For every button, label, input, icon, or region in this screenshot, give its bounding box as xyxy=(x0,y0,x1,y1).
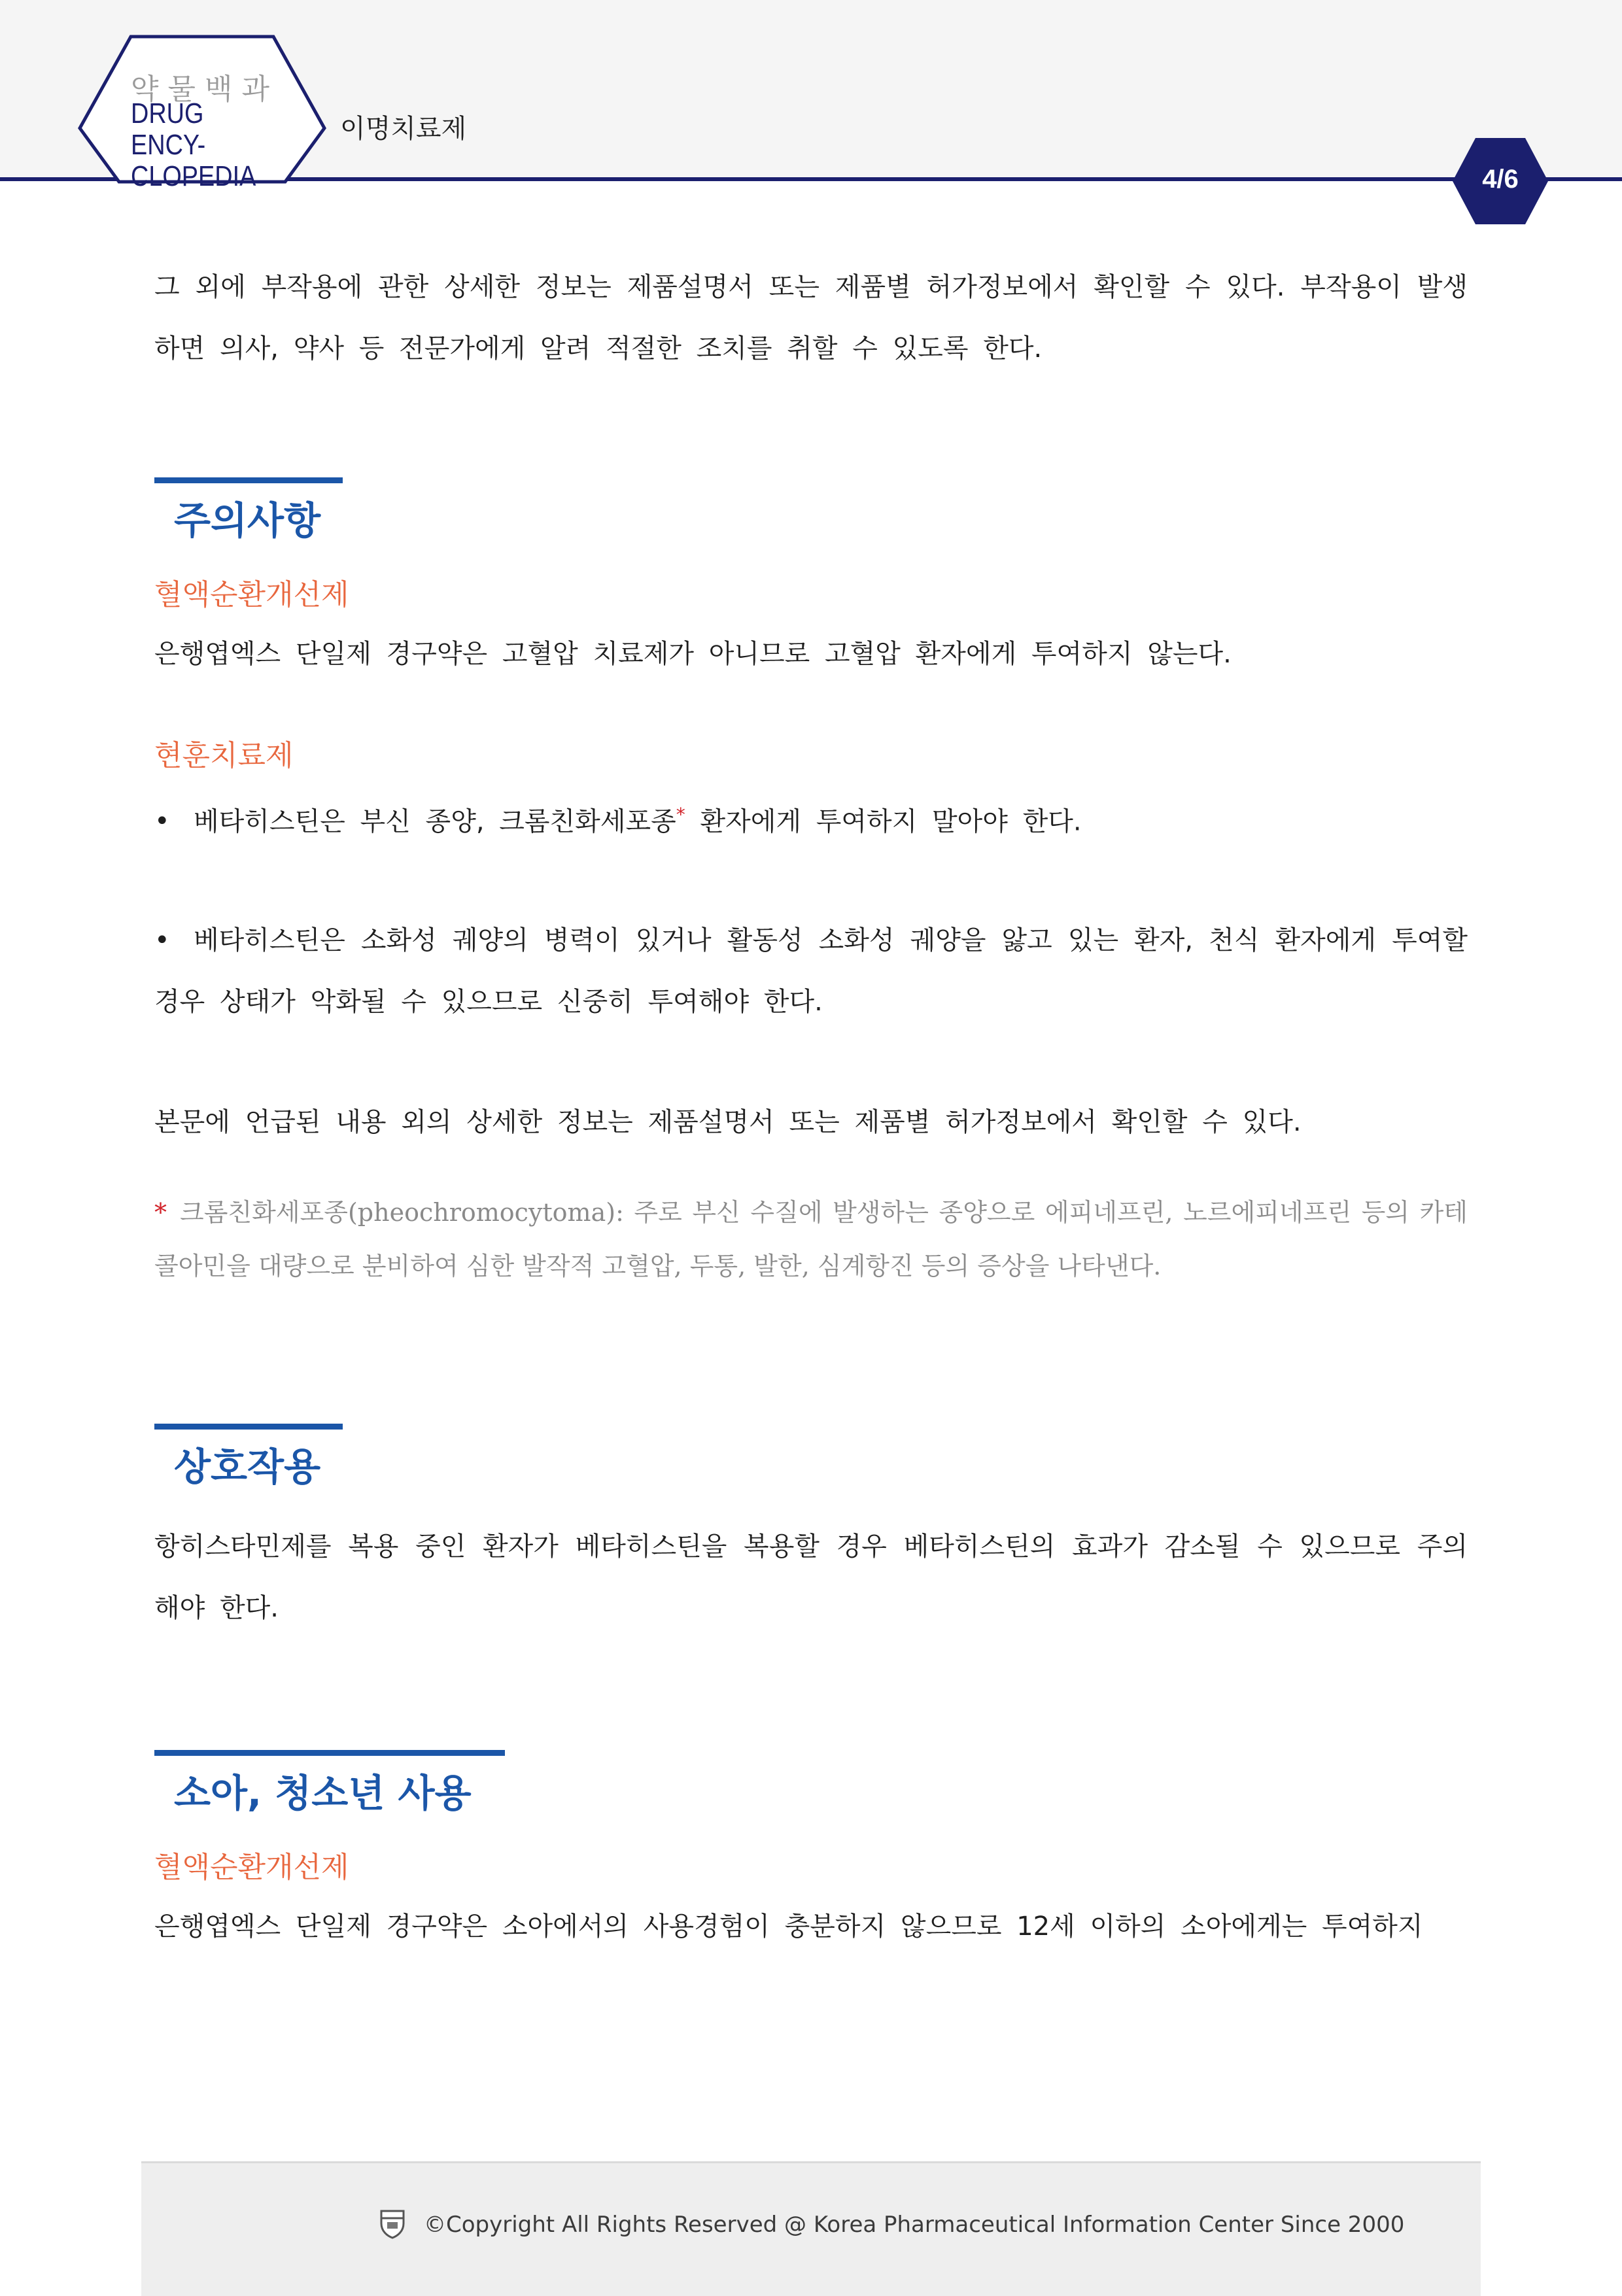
paragraph-pediatric: 은행엽엑스 단일제 경구약은 소아에서의 사용경험이 충분하지 않으므로 12세 이하의 소아에게는 투여하지 xyxy=(154,1911,1423,1942)
logo-korean: 약물백과 xyxy=(131,73,279,106)
bullet-dot: • xyxy=(154,925,170,956)
section-bar xyxy=(154,477,343,483)
logo-english xyxy=(131,98,277,192)
closing-paragraph: 본문에 언급된 내용 외의 상세한 정보는 제품설명서 또는 제품별 허가정보에서 확인할 수 있다. xyxy=(154,1107,1302,1138)
paragraph-interactions: 항히스타민제를 복용 중인 환자가 베타히스틴을 복용할 경우 베타히스틴의 효과가 감소될 수 있으므로 주의해야 한다. xyxy=(154,1532,1468,1624)
subheading-vertigo: 현훈치료제 xyxy=(154,739,294,772)
footnote-star: * xyxy=(154,1198,167,1227)
bullet-dot: • xyxy=(154,806,170,837)
section-title: 상호작용 xyxy=(174,1445,321,1490)
shield-icon xyxy=(379,2209,406,2239)
footnote-marker: * xyxy=(676,804,685,825)
main-content xyxy=(154,256,1468,1957)
section-title: 소아, 청소년 사용 xyxy=(174,1771,472,1816)
bullet-item xyxy=(154,910,1468,1033)
bullet-item xyxy=(154,784,1468,852)
section-title: 주의사항 xyxy=(174,498,321,543)
document-title: 이명치료제 xyxy=(340,114,467,144)
subheading-circulation: 혈액순환개선제 xyxy=(154,578,349,611)
paragraph-circulation: 은행엽엑스 단일제 경구약은 고혈압 치료제가 아니므로 고혈압 환자에게 투여하지 않는다. xyxy=(154,639,1232,669)
section-interactions xyxy=(154,1424,1468,1490)
section-pediatric xyxy=(154,1750,1468,1816)
copyright-text: ©Copyright All Rights Reserved @ Korea Pharmaceutical Information Center Since 2000 xyxy=(424,2212,1405,2238)
subheading-circulation: 혈액순환개선제 xyxy=(154,1851,349,1885)
bullet-text: 베타히스틴은 부신 종양, 크롬친화세포종 xyxy=(194,806,676,837)
logo-english-line2: CLOPEDIA xyxy=(131,160,256,192)
footnote xyxy=(154,1186,1468,1293)
bullet-text: 베타히스틴은 소화성 궤양의 병력이 있거나 활동성 소화성 궤양을 앓고 있는 환자, 천식 환자에게 투여할 경우 상태가 악화될 수 있으므로 신중히 투여해야 한다. xyxy=(154,925,1468,1018)
intro-paragraph: 그 외에 부작용에 관한 상세한 정보는 제품설명서 또는 제품별 허가정보에서 확인할 수 있다. 부작용이 발생하면 의사, 약사 등 전문가에게 알려 적절한 조치를 취할 수 있도록 한다. xyxy=(154,272,1468,364)
section-precautions xyxy=(154,477,1468,543)
footnote-text: 크롬친화세포종(pheochromocytoma): 주로 부신 수질에 발생하는 종양으로 에피네프린, 노르에피네프린 등의 카테콜아민을 대량으로 분비하여 심한 발작적 고혈압, 두통, 발한, 심계항진 등의 증상을 나타낸다. xyxy=(154,1198,1468,1281)
page-number: 4/6 xyxy=(1482,165,1519,194)
logo-english-line1: DRUG ENCY- xyxy=(131,97,206,161)
bullet-text-cont: 환자에게 투여하지 말아야 한다. xyxy=(685,806,1082,837)
section-bar xyxy=(154,1750,505,1756)
section-bar xyxy=(154,1424,343,1430)
